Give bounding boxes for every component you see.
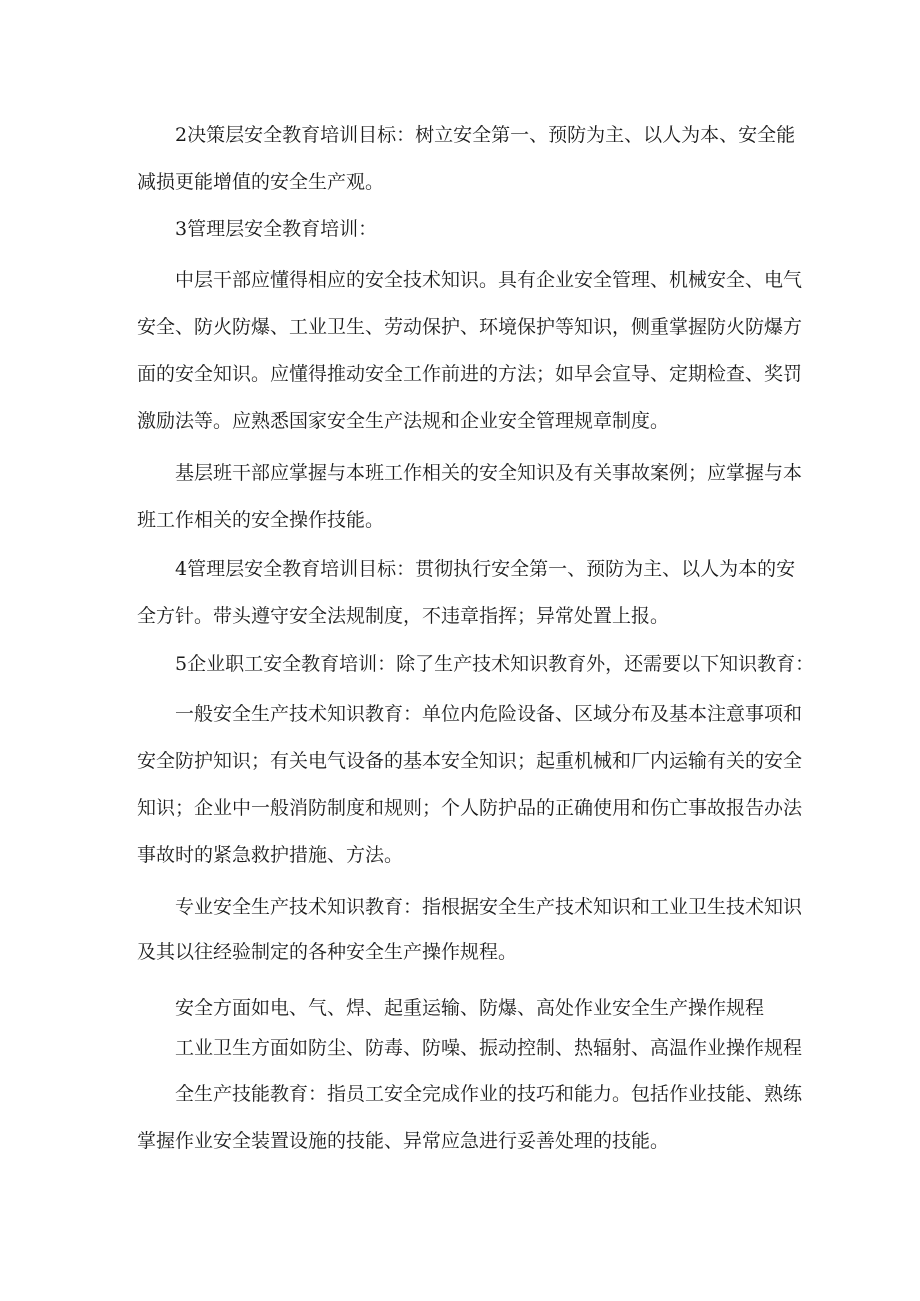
text-line: 安全防护知识；有关电气设备的基本安全知识；起重机械和厂内运输有关的安全 <box>137 750 803 772</box>
text-line: 激励法等。应熟悉国家安全生产法规和企业安全管理规章制度。 <box>137 410 670 432</box>
text-line: 全方针。带头遵守安全法规制度，不违章指挥；异常处置上报。 <box>137 605 670 627</box>
text-line: 2决策层安全教育培训目标：树立安全第一、预防为主、以人为本、安全能 <box>175 124 796 146</box>
text-line: 基层班干部应掌握与本班工作相关的安全知识及有关事故案例；应掌握与本 <box>175 462 803 484</box>
text-line: 工业卫生方面如防尘、防毒、防噪、振动控制、热辐射、高温作业操作规程 <box>175 1037 803 1059</box>
text-line: 面的安全知识。应懂得推动安全工作前进的方法；如早会宣导、定期检查、奖罚 <box>137 363 803 385</box>
text-line: 知识；企业中一般消防制度和规则；个人防护品的正确使用和伤亡事故报告办法 <box>137 797 803 819</box>
text-line: 5企业职工安全教育培训：除了生产技术知识教育外，还需要以下知识教育： <box>175 653 815 675</box>
text-line: 安全方面如电、气、焊、起重运输、防爆、高处作业安全生产操作规程 <box>175 997 765 1019</box>
text-line: 4管理层安全教育培训目标：贯彻执行安全第一、预防为主、以人为本的安 <box>175 558 796 580</box>
text-line: 专业安全生产技术知识教育：指根据安全生产技术知识和工业卫生技术知识 <box>175 896 803 918</box>
text-line: 掌握作业安全装置设施的技能、异常应急进行妥善处理的技能。 <box>137 1130 670 1152</box>
text-line: 中层干部应懂得相应的安全技术知识。具有企业安全管理、机械安全、电气 <box>175 269 803 291</box>
text-line: 事故时的紧急救护措施、方法。 <box>137 844 404 866</box>
section-heading: 3管理层安全教育培训： <box>175 218 378 240</box>
text-line: 班工作相关的安全操作技能。 <box>137 509 385 531</box>
text-line: 一般安全生产技术知识教育：单位内危险设备、区域分布及基本注意事项和 <box>175 703 803 725</box>
text-line: 及其以往经验制定的各种安全生产操作规程。 <box>137 941 518 963</box>
text-line: 减损更能增值的安全生产观。 <box>137 171 385 193</box>
text-line: 安全、防火防爆、工业卫生、劳动保护、环境保护等知识，侧重掌握防火防爆方 <box>137 316 803 338</box>
text-line: 全生产技能教育：指员工安全完成作业的技巧和能力。包括作业技能、熟练 <box>175 1083 803 1105</box>
